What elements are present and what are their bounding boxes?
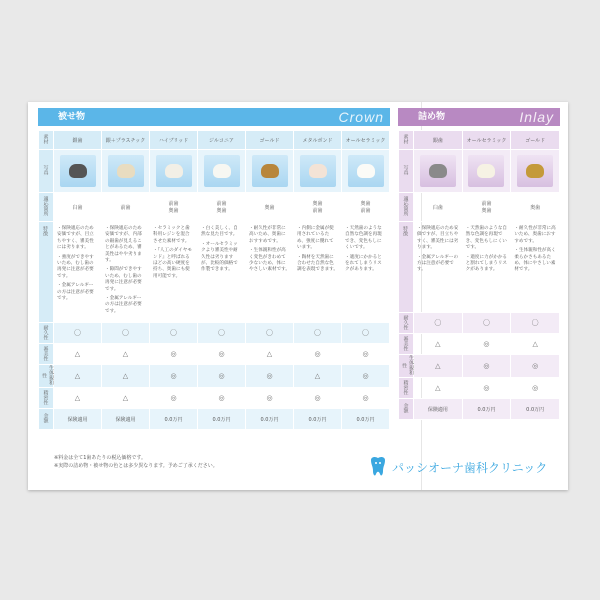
aesthetics-value: △ <box>246 344 294 365</box>
tooth-icon <box>213 164 231 178</box>
price-value: 0.0万円 <box>511 399 560 420</box>
tooth-photo <box>156 155 192 187</box>
clinic-name: パッシオーナ歯科クリニック <box>392 461 548 475</box>
row-label <box>39 409 54 430</box>
crown-row-photo <box>39 150 390 193</box>
tooth-photo <box>60 155 96 187</box>
row-label-text: 審美性 <box>402 335 409 351</box>
row-label <box>399 131 414 150</box>
precision-value: ◎ <box>150 388 198 409</box>
precision-value: ◎ <box>294 388 342 409</box>
crown-title-en: Crown <box>338 109 384 125</box>
feature-cell <box>54 222 102 323</box>
row-label-text: 適応箇所 <box>402 196 409 216</box>
footnote: ※料金は全て1歯あたりの税込価格です。 <box>54 455 146 461</box>
aesthetics-value: ◎ <box>294 344 342 365</box>
price-value: 保険適用 <box>414 399 463 420</box>
row-label <box>399 150 414 193</box>
feature-item: ・保険適応のため安価ですが、目立ちやすく、審美性には劣ります。 <box>57 226 94 251</box>
material-name: オールセラミック <box>462 131 511 150</box>
durability-value: 〇 <box>511 313 560 334</box>
tooth-icon <box>69 164 87 178</box>
use-area: 奥歯 前歯 <box>342 193 390 222</box>
durability-value: 〇 <box>102 323 150 344</box>
price-value: 0.0万円 <box>294 409 342 430</box>
material-name: ゴールド <box>511 131 560 150</box>
inlay-section <box>398 108 560 420</box>
aesthetics-value: △ <box>102 344 150 365</box>
feature-item: ・金属アレルギーの方は注意が必要です。 <box>105 296 142 314</box>
feature-item: ・適度に力がかかると割れてしまうリスクがあります。 <box>465 254 508 273</box>
feature-cell <box>150 222 198 323</box>
tooth-photo <box>468 155 504 187</box>
tooth-icon <box>117 164 135 178</box>
row-label <box>399 193 414 222</box>
durability-value: 〇 <box>198 323 246 344</box>
row-label <box>39 365 54 388</box>
feature-list <box>201 226 242 274</box>
row-label-text: 生体親和性 <box>401 355 414 375</box>
tooth-icon <box>429 164 447 178</box>
precision-value: ◎ <box>462 378 511 399</box>
use-area: 奥歯 前歯 <box>294 193 342 222</box>
durability-value: 〇 <box>294 323 342 344</box>
precision-value: △ <box>102 388 150 409</box>
use-area: 前歯 <box>102 193 150 222</box>
tooth-photo <box>204 155 240 187</box>
row-label-text: 精密性 <box>42 389 49 405</box>
feature-list <box>57 226 98 302</box>
photo-cell <box>342 150 390 193</box>
durability-value: 〇 <box>246 323 294 344</box>
use-area: 奥歯 <box>511 193 560 222</box>
durability-value: 〇 <box>342 323 390 344</box>
inlay-row-aesthetics <box>399 334 560 355</box>
row-label-text: 素材 <box>42 134 49 144</box>
biocompat-value: ◎ <box>342 365 390 388</box>
crown-title: 被せ物 <box>58 112 86 122</box>
row-label <box>39 193 54 222</box>
precision-value: ◎ <box>511 378 560 399</box>
tooth-icon <box>261 164 279 178</box>
row-label-text: 耐久性 <box>42 324 49 340</box>
row-label-text: 金額 <box>402 403 409 413</box>
row-label-text: 素材 <box>402 134 409 144</box>
row-label <box>39 150 54 193</box>
tooth-photo <box>420 155 456 187</box>
feature-item: ・オールセラミックより審美性や耐久性は劣りますが、比較的価格で作製できます。 <box>201 241 238 273</box>
feature-cell <box>414 222 463 313</box>
feature-item: ・セラミックと歯科用レジンを混合させた素材です。 <box>153 226 190 244</box>
inlay-row-material <box>399 131 560 150</box>
feature-list <box>345 226 386 274</box>
feature-item: ・天然歯のような自然な色調を再現でき、変色もしにくいです。 <box>345 226 382 251</box>
aesthetics-value: ◎ <box>462 334 511 355</box>
feature-item: ・陶材を天然歯に合わせた自然な色調を表現できます。 <box>297 254 338 273</box>
row-label-text: 生体親和性 <box>41 365 54 386</box>
material-name: 銀＋プラスチック <box>102 131 150 150</box>
biocompat-value: ◎ <box>150 365 198 388</box>
row-label-text: 耐久性 <box>402 314 409 330</box>
row-label <box>39 388 54 409</box>
feature-item: ・耐久性が非常に高いため、奥歯におすすめです。 <box>249 226 286 244</box>
use-area: 臼歯 <box>414 193 463 222</box>
photo-cell <box>246 150 294 193</box>
precision-value: ◎ <box>198 388 246 409</box>
biocompat-value: △ <box>54 365 102 388</box>
biocompat-value: △ <box>414 355 463 378</box>
feature-cell <box>511 222 560 313</box>
inlay-header <box>398 108 560 126</box>
row-label <box>399 378 414 399</box>
biocompat-value: ◎ <box>462 355 511 378</box>
price-value: 0.0万円 <box>150 409 198 430</box>
crown-header <box>38 108 390 126</box>
tooth-icon <box>526 164 544 178</box>
tooth-icon <box>165 164 183 178</box>
photo-cell <box>294 150 342 193</box>
row-label <box>39 323 54 344</box>
durability-value: 〇 <box>462 313 511 334</box>
feature-cell <box>102 222 150 323</box>
tooth-photo <box>252 155 288 187</box>
crown-section <box>38 108 390 430</box>
photo-cell <box>462 150 511 193</box>
row-label-text: 特徴 <box>42 226 48 236</box>
inlay-table <box>398 130 560 420</box>
clinic-logo <box>364 456 564 480</box>
tooth-icon <box>357 164 375 178</box>
tooth-logo-icon <box>368 456 388 478</box>
price-value: 0.0万円 <box>462 399 511 420</box>
price-value: 保険適用 <box>54 409 102 430</box>
tooth-photo <box>517 155 553 187</box>
material-name: ゴールド <box>246 131 294 150</box>
row-label-text: 審美性 <box>42 345 49 361</box>
feature-cell <box>198 222 246 323</box>
feature-item: ・保険適応のため安価ですが、内部の銀歯が見えることがあるため、審美性はやや劣ります。 <box>105 226 142 264</box>
crown-row-material <box>39 131 390 150</box>
feature-item: ・強度ができやすいため、むし歯の再発に注意が必要です。 <box>57 254 94 279</box>
row-label <box>399 222 414 313</box>
feature-list <box>466 226 508 274</box>
use-area: 前歯 奥歯 <box>198 193 246 222</box>
inlay-row-durability <box>399 313 560 334</box>
inlay-row-biocompat <box>399 355 560 378</box>
crown-row-biocompat <box>39 365 390 388</box>
crown-row-price <box>39 409 390 430</box>
feature-item: ・隙間ができやすいため、むし歯の再発に注意が必要です。 <box>105 267 142 292</box>
price-value: 0.0万円 <box>198 409 246 430</box>
feature-item: ・生体親和性が高く変色がきわめて少ないため、体にやさしい素材です。 <box>249 248 290 273</box>
row-label-text: 写真 <box>42 165 49 175</box>
aesthetics-value: ◎ <box>198 344 246 365</box>
feature-item: ・保険適応のため安価ですが、目立ちやすく、審美性には劣ります。 <box>417 226 459 251</box>
durability-value: 〇 <box>54 323 102 344</box>
feature-list <box>249 226 290 274</box>
feature-cell <box>462 222 511 313</box>
crown-row-aesthetics <box>39 344 390 365</box>
row-label-text: 写真 <box>402 165 409 175</box>
price-value: 0.0万円 <box>342 409 390 430</box>
photo-cell <box>414 150 463 193</box>
feature-cell <box>342 222 390 323</box>
feature-item: ・適度にかかるとをれてしまうリスクがあります。 <box>345 254 382 273</box>
use-area: 臼歯 <box>54 193 102 222</box>
photo-cell <box>198 150 246 193</box>
tooth-icon <box>309 164 327 178</box>
feature-list <box>297 226 338 274</box>
row-label <box>39 131 54 150</box>
durability-value: 〇 <box>414 313 463 334</box>
feature-list <box>417 226 459 274</box>
feature-item: ・耐久性が非常に高いため、奥歯におすすめです。 <box>514 226 556 244</box>
row-label <box>399 355 414 378</box>
material-name: ジルコニア <box>198 131 246 150</box>
crown-row-feature <box>39 222 390 323</box>
inlay-row-use <box>399 193 560 222</box>
inlay-title-en: Inlay <box>519 109 554 125</box>
feature-item: ・内側に金属が使用されているため、強度に優れています。 <box>297 226 334 251</box>
biocompat-value: △ <box>102 365 150 388</box>
aesthetics-value: △ <box>511 334 560 355</box>
tooth-photo <box>108 155 144 187</box>
crown-row-durability <box>39 323 390 344</box>
row-label-text: 特徴 <box>402 226 408 236</box>
durability-value: 〇 <box>150 323 198 344</box>
crown-table <box>38 130 390 430</box>
row-label-text: 金額 <box>42 413 49 424</box>
biocompat-value: △ <box>294 365 342 388</box>
material-name: メタルボンド <box>294 131 342 150</box>
biocompat-value: ◎ <box>246 365 294 388</box>
tooth-photo <box>300 155 336 187</box>
inlay-row-precision <box>399 378 560 399</box>
price-sheet <box>28 102 568 490</box>
price-value: 0.0万円 <box>246 409 294 430</box>
biocompat-value: ◎ <box>511 355 560 378</box>
material-name: ハイブリッド <box>150 131 198 150</box>
footnotes <box>54 454 218 470</box>
crown-row-use <box>39 193 390 222</box>
aesthetics-value: ◎ <box>150 344 198 365</box>
feature-item: ・白く美しく、自然な見た目です。 <box>201 226 238 238</box>
row-label <box>399 399 414 420</box>
use-area: 奥歯 <box>246 193 294 222</box>
biocompat-value: ◎ <box>198 365 246 388</box>
material-name: 銀歯 <box>414 131 463 150</box>
crown-row-precision <box>39 388 390 409</box>
feature-list <box>105 226 146 315</box>
price-value: 保険適用 <box>102 409 150 430</box>
feature-list <box>153 226 194 280</box>
material-name: 銀歯 <box>54 131 102 150</box>
inlay-title: 詰め物 <box>418 112 446 122</box>
precision-value: ◎ <box>246 388 294 409</box>
material-name: オールセラミック <box>342 131 390 150</box>
feature-item: ・生体親和性が高く柔らかさもあるため、体にやさしい素材です。 <box>514 248 556 273</box>
aesthetics-value: △ <box>414 334 463 355</box>
feature-item: ・金属アレルギーの方は注意が必要です。 <box>57 283 94 302</box>
use-area: 前歯 奥歯 <box>462 193 511 222</box>
feature-cell <box>246 222 294 323</box>
row-label <box>39 222 54 323</box>
row-label-text: 適応箇所 <box>42 196 49 216</box>
photo-cell <box>102 150 150 193</box>
tooth-photo <box>348 155 384 187</box>
aesthetics-value: ◎ <box>342 344 390 365</box>
precision-value: △ <box>54 388 102 409</box>
precision-value: △ <box>414 378 463 399</box>
feature-item: ・金属アレルギーの方は注意が必要です。 <box>417 254 459 273</box>
precision-value: ◎ <box>342 388 390 409</box>
photo-cell <box>150 150 198 193</box>
footnote: ※実際の詰め物・被せ物の色とは多少異なります。予めご了承ください。 <box>54 463 218 469</box>
photo-cell <box>54 150 102 193</box>
feature-cell <box>294 222 342 323</box>
row-label <box>399 313 414 334</box>
use-area: 前歯 奥歯 <box>150 193 198 222</box>
aesthetics-value: △ <box>54 344 102 365</box>
inlay-row-feature <box>399 222 560 313</box>
feature-list <box>514 226 556 274</box>
feature-item: ・『人工のダイヤモンド』と呼ばれるほどの高い硬度を持ち、奥歯にも使用可能です。 <box>153 248 192 279</box>
row-label <box>399 334 414 355</box>
inlay-row-price <box>399 399 560 420</box>
feature-item: ・天然歯のような自然な色調を再現でき、変色もしにくいです。 <box>465 226 508 251</box>
inlay-row-photo <box>399 150 560 193</box>
row-label <box>39 344 54 365</box>
tooth-icon <box>477 164 495 178</box>
row-label-text: 精密性 <box>402 379 409 395</box>
photo-cell <box>511 150 560 193</box>
